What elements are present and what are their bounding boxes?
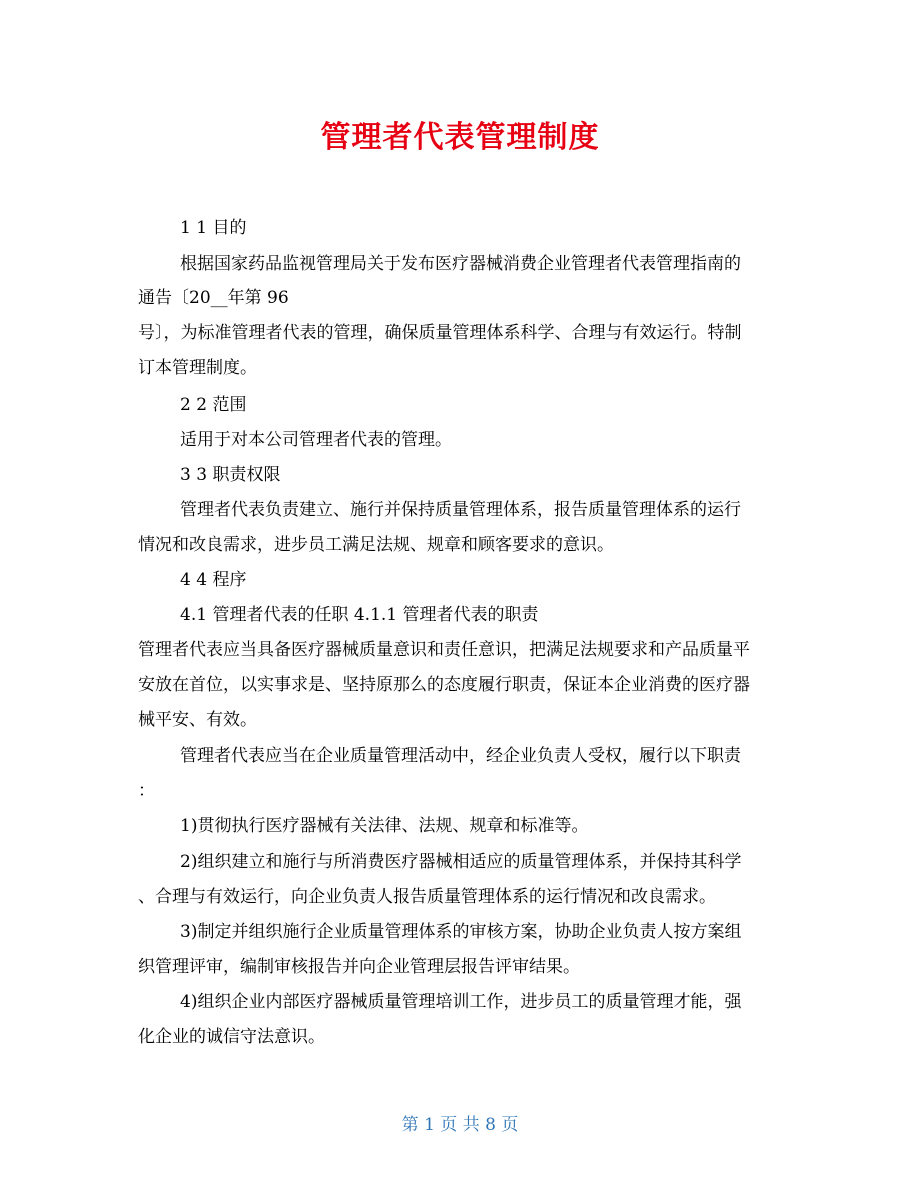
list-item-continuation: 化企业的诚信守法意识。 <box>138 1027 325 1047</box>
paragraph-line: 管理者代表应当具备医疗器械质量意识和责任意识，把满足法规要求和产品质量平 <box>138 640 750 660</box>
list-item-continuation: 织管理评审，编制审核报告并向企业管理层报告评审结果。 <box>138 957 580 977</box>
paragraph-line: 订本管理制度。 <box>138 358 257 378</box>
list-item: 2)组织建立和施行与所消费医疗器械相适应的质量管理体系，并保持其科学 <box>180 852 742 872</box>
paragraph-line: ： <box>138 781 155 801</box>
paragraph-line: 号〕，为标准管理者代表的管理，确保质量管理体系科学、合理与有效运行。特制 <box>138 323 742 343</box>
document-title: 管理者代表管理制度 <box>320 120 600 155</box>
paragraph-line: 安放在首位，以实事求是、坚持原那么的态度履行职责，保证本企业消费的医疗器 <box>138 675 750 695</box>
subsection-heading: 4.1 管理者代表的任职 4.1.1 管理者代表的职责 <box>180 605 539 625</box>
paragraph-line: 管理者代表应当在企业质量管理活动中，经企业负责人受权，履行以下职责 <box>180 746 741 766</box>
paragraph-line: 情况和改良需求，进步员工满足法规、规章和顾客要求的意识。 <box>138 535 614 555</box>
paragraph-line: 适用于对本公司管理者代表的管理。 <box>180 430 452 450</box>
section-heading-responsibility: 3 3 职责权限 <box>180 465 281 485</box>
paragraph-line: 管理者代表负责建立、施行并保持质量管理体系，报告质量管理体系的运行 <box>180 500 741 520</box>
paragraph-line: 械平安、有效。 <box>138 710 257 730</box>
list-item-continuation: 、合理与有效运行，向企业负责人报告质量管理体系的运行情况和改良需求。 <box>138 887 716 907</box>
paragraph-line: 通告〔20__年第 96 <box>138 288 289 308</box>
section-heading-purpose: 1 1 目的 <box>180 218 247 238</box>
list-item: 1)贯彻执行医疗器械有关法律、法规、规章和标准等。 <box>180 816 589 836</box>
section-heading-procedure: 4 4 程序 <box>180 570 247 590</box>
section-heading-scope: 2 2 范围 <box>180 395 247 415</box>
list-item: 3)制定并组织施行企业质量管理体系的审核方案，协助企业负责人按方案组 <box>180 922 742 942</box>
list-item: 4)组织企业内部医疗器械质量管理培训工作，进步员工的质量管理才能，强 <box>180 992 742 1012</box>
paragraph-line: 根据国家药品监视管理局关于发布医疗器械消费企业管理者代表管理指南的 <box>180 254 741 274</box>
page-number-footer: 第 1 页 共 8 页 <box>401 1115 519 1135</box>
